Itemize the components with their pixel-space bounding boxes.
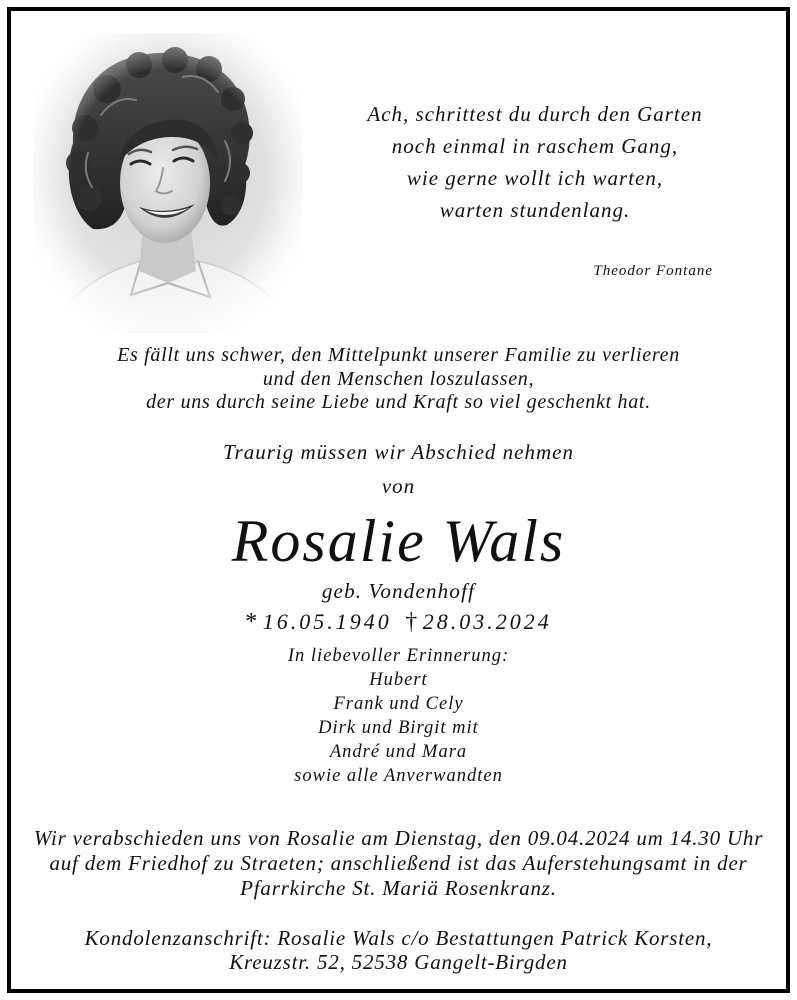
farewell-text xyxy=(10,435,787,503)
portrait-vignette xyxy=(33,33,303,333)
life-dates xyxy=(10,609,787,635)
poem-line: Ach, schrittest du durch den Garten xyxy=(367,102,703,126)
poem-line: wie gerne wollt ich warten, xyxy=(406,166,664,190)
condolence-address xyxy=(10,926,787,974)
condolence-line: Kreuzstr. 52, 52538 Gangelt-Birgden xyxy=(229,950,568,974)
farewell-line: Traurig müssen wir Abschied nehmen xyxy=(223,440,574,464)
intro-line: und den Menschen loszulassen, xyxy=(262,367,535,390)
funeral-line: auf dem Friedhof zu Straeten; anschließend ist das Auferstehungsamt in der xyxy=(49,851,748,875)
poem-line: warten stundenlang. xyxy=(439,198,631,222)
birth-date: 16.05.1940 xyxy=(262,609,392,634)
poem-line: noch einmal in raschem Gang, xyxy=(391,134,679,158)
mourner-name: sowie alle Anverwandten xyxy=(294,766,503,786)
death-date: 28.03.2024 xyxy=(422,609,552,634)
deceased-name: Rosalie Wals xyxy=(231,508,566,574)
death-cross-icon: † xyxy=(405,609,418,635)
poem xyxy=(330,98,740,226)
portrait-photo xyxy=(33,33,303,333)
mourner-name: Frank und Cely xyxy=(333,694,464,714)
intro-line: Es fällt uns schwer, den Mittelpunkt unserer Familie zu verlieren xyxy=(117,344,680,366)
mourner-name: Dirk und Birgit mit xyxy=(318,718,479,738)
mourners-list xyxy=(10,644,787,788)
poem-author: Theodor Fontane xyxy=(593,263,713,279)
intro-line: der uns durch seine Liebe und Kraft so viel geschenkt hat. xyxy=(146,391,651,413)
maiden-name: geb. Vondenhoff xyxy=(321,579,476,603)
mourners-heading: In liebevoller Erinnerung: xyxy=(287,646,510,666)
intro-text xyxy=(10,344,787,415)
farewell-von: von xyxy=(381,474,416,498)
funeral-details xyxy=(10,826,787,901)
mourner-name: André und Mara xyxy=(329,742,468,762)
condolence-line: Kondolenzanschrift: Rosalie Wals c/o Bestattungen Patrick Korsten, xyxy=(84,926,713,950)
birth-star-icon: * xyxy=(245,609,258,635)
funeral-line: Pfarrkirche St. Mariä Rosenkranz. xyxy=(240,876,557,900)
funeral-line: Wir verabschieden uns von Rosalie am Dienstag, den 09.04.2024 um 14.30 Uhr xyxy=(33,826,764,850)
mourner-name: Hubert xyxy=(369,670,428,690)
